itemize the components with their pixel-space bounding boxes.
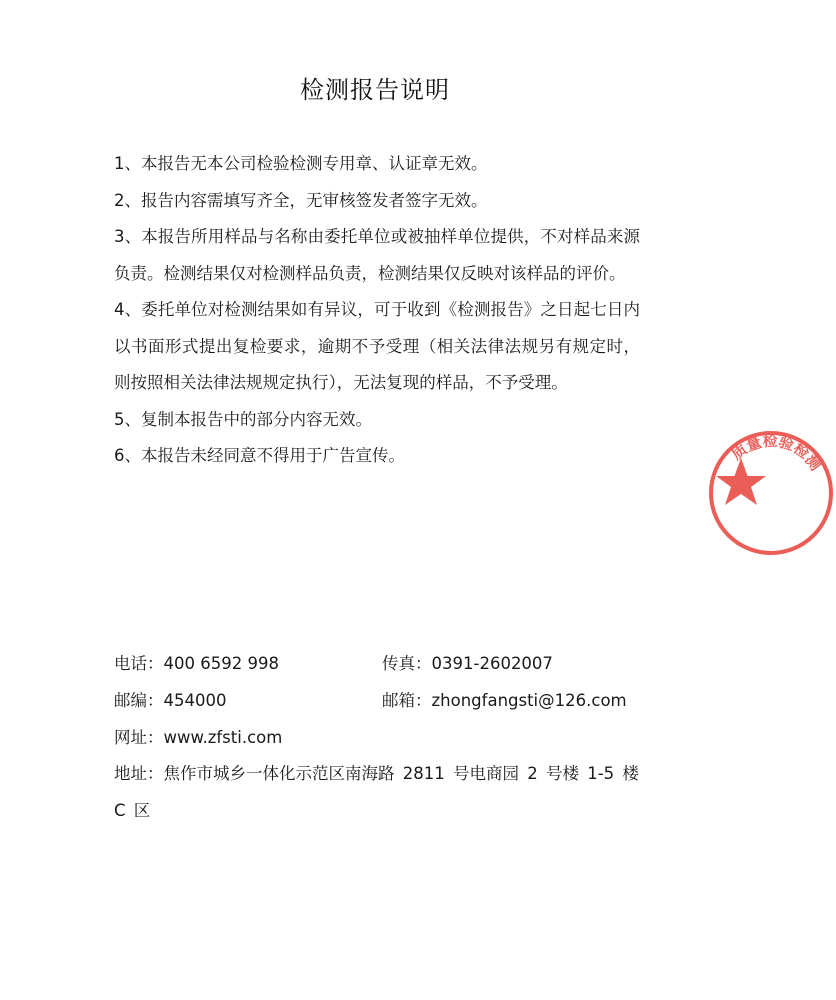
fax-text: 传真：0391-2602007 [382, 654, 553, 673]
note-item-5: 5、复制本报告中的部分内容无效。 [114, 409, 372, 429]
svg-text:质量检验检测: 质量检验检测 [727, 431, 825, 474]
note-item-4: 4、委托单位对检测结果如有异议，可于收到《检测报告》之日起七日内以书面形式提出复检要求，逾期不予受理（相关法律法规另有规定时，则按照相关法律法规规定执行），无法复现的样品，不予受理。 [114, 300, 640, 392]
phone-text: 电话：400 6592 998 [114, 654, 279, 673]
company-seal-stamp [706, 428, 836, 558]
postcode-text: 邮编：454000 [114, 691, 227, 710]
website-text: 网址：www.zfsti.com [114, 728, 283, 747]
note-item-1: 1、本报告无本公司检验检测专用章、认证章无效。 [114, 154, 488, 173]
note-item-2: 2、报告内容需填写齐全，无审核签发者签字无效。 [114, 190, 488, 210]
contact-row-2 [114, 682, 640, 719]
email-text: 邮箱：zhongfangsti@126.com [382, 691, 627, 710]
note-item-6: 6、本报告未经同意不得用于广告宣传。 [114, 446, 405, 465]
notes-list [114, 146, 640, 475]
contact-row-1 [114, 645, 640, 682]
address-text: 地址：焦作市城乡一体化示范区南海路 2811 号电商园 2 号楼 1-5 楼 C 区 [114, 764, 639, 820]
note-item-3: 3、本报告所用样品与名称由委托单位或被抽样单位提供，不对样品来源负责。检测结果仅对检测样品负责，检测结果仅反映对该样品的评价。 [114, 227, 640, 283]
page-title: 检测报告说明 [300, 76, 450, 104]
contact-block [114, 645, 640, 829]
contact-row-3 [114, 719, 640, 756]
